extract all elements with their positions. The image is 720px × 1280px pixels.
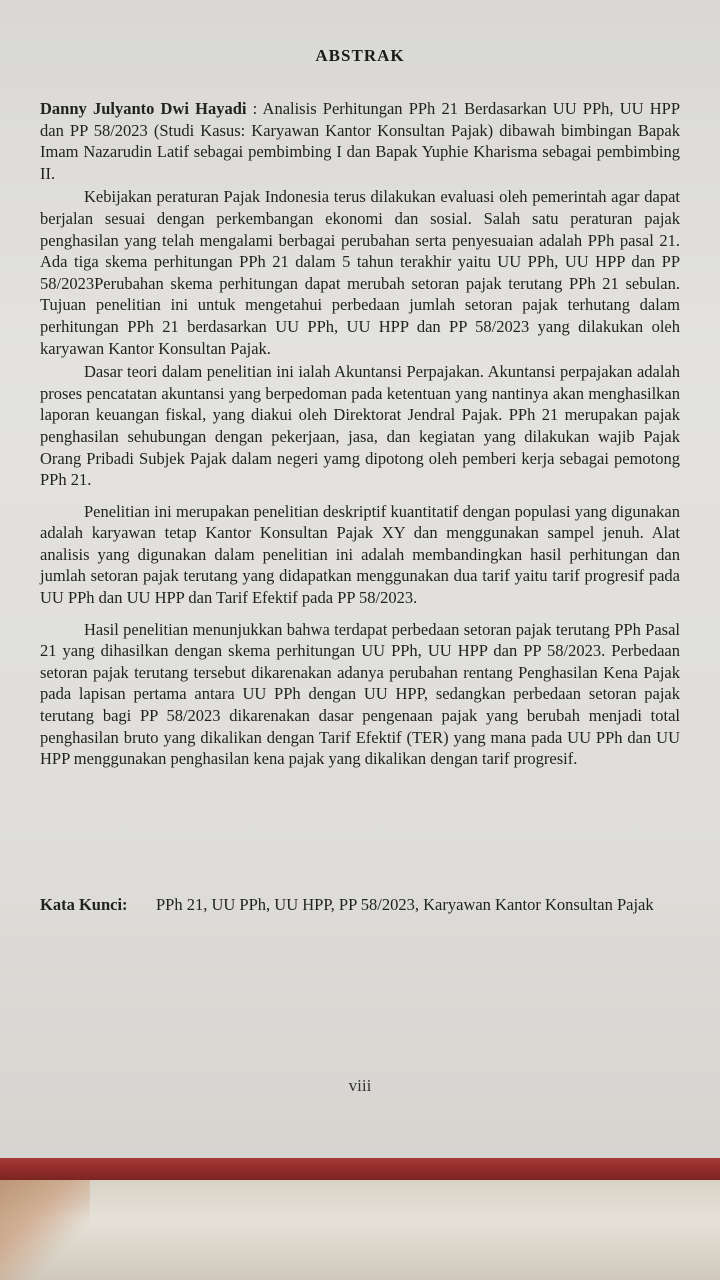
book-page-edge [0, 1158, 720, 1180]
abstract-paragraph-intro [40, 98, 680, 184]
desk-surface [0, 1180, 720, 1280]
thesis-title-text: : Analisis Perhitungan PPh 21 Berdasarkan UU PPh, UU HPP dan PP 58/2023 (Studi Kasus: Karyawan Kantor Konsultan Pajak) dibawah bimbingan Bapak Imam Nazarudin Latif sebagai pembimbing I dan Bapak Yuphie Kharisma sebagai pembimbing II. [40, 99, 680, 183]
keywords-label: Kata Kunci: [40, 895, 128, 914]
desk-shadow [0, 1180, 90, 1280]
keywords-block [40, 893, 682, 916]
abstract-title: ABSTRAK [315, 46, 405, 65]
page-number: viii [348, 1076, 372, 1095]
keywords-text: PPh 21, UU PPh, UU HPP, PP 58/2023, Karyawan Kantor Konsultan Pajak [156, 895, 654, 914]
abstract-body [40, 98, 680, 772]
author-name: Danny Julyanto Dwi Hayadi [40, 99, 247, 118]
abstract-paragraph-method: Penelitian ini merupakan penelitian deskriptif kuantitatif dengan populasi yang digunakan adalah karyawan tetap Kantor Konsultan Pajak XY dan menggunakan sampel jenuh. Alat analisis yang digunakan dalam penelitian ini adalah membandingkan hasil perhitungan dan jumlah setoran pajak terutang yang didapatkan menggunakan dua tarif yaitu tarif progresif pada UU PPh dan UU HPP dan Tarif Efektif pada PP 58/2023. [40, 501, 680, 608]
abstract-paragraph-results: Hasil penelitian menunjukkan bahwa terdapat perbedaan setoran pajak terutang PPh Pasal 21 yang dihasilkan dengan skema perhitungan UU PPh, UU HPP dan PP 58/2023. Perbedaan setoran pajak terutang tersebut dikarenakan adanya perubahan rentang Penghasilan Kena Pajak pada lapisan pertama antara UU PPh dengan UU HPP, sedangkan perbedaan setoran pajak terutang bagi PP 58/2023 dikarenakan dasar pengenaan pajak yang berubah menjadi total penghasilan bruto yang dikalikan dengan Tarif Efektif (TER) yang mana pada UU PPh dan UU HPP menggunakan penghasilan kena pajak yang dikalikan dengan tarif progresif. [40, 619, 680, 769]
abstract-paragraph-theory: Dasar teori dalam penelitian ini ialah Akuntansi Perpajakan. Akuntansi perpajakan adalah proses pencatatan akuntansi yang berpedoman pada ketentuan yang nantinya akan menghasilkan laporan keuangan fiskal, yang diakui oleh Direktorat Jendral Pajak. PPh 21 merupakan pajak penghasilan sehubungan dengan pekerjaan, jasa, dan kegiatan yang dilakukan wajib Pajak Orang Pribadi Subjek Pajak dalam negeri yamg dipotong oleh pemberi kerja sebagai pemotong PPh 21. [40, 362, 680, 490]
abstract-paragraph-background: Kebijakan peraturan Pajak Indonesia terus dilakukan evaluasi oleh pemerintah agar dapat berjalan sesuai dengan perkembangan ekonomi dan sosial. Salah satu peraturan pajak penghasilan yang telah mengalami berbagai perubahan serta penyesuaian adalah PPh pasal 21. Ada tiga skema perhitungan PPh 21 dalam 5 tahun terakhir yaitu UU PPh, UU HPP dan PP 58/2023Perubahan skema perhitungan dapat merubah setoran pajak terutang PPh 21 sebulan. Tujuan penelitian ini untuk mengetahui perbedaan jumlah setoran pajak terhutang dalam perhitungan PPh 21 berdasarkan UU PPh, UU HPP dan PP 58/2023 yang dilakukan oleh karyawan Kantor Konsultan Pajak. [40, 187, 680, 358]
